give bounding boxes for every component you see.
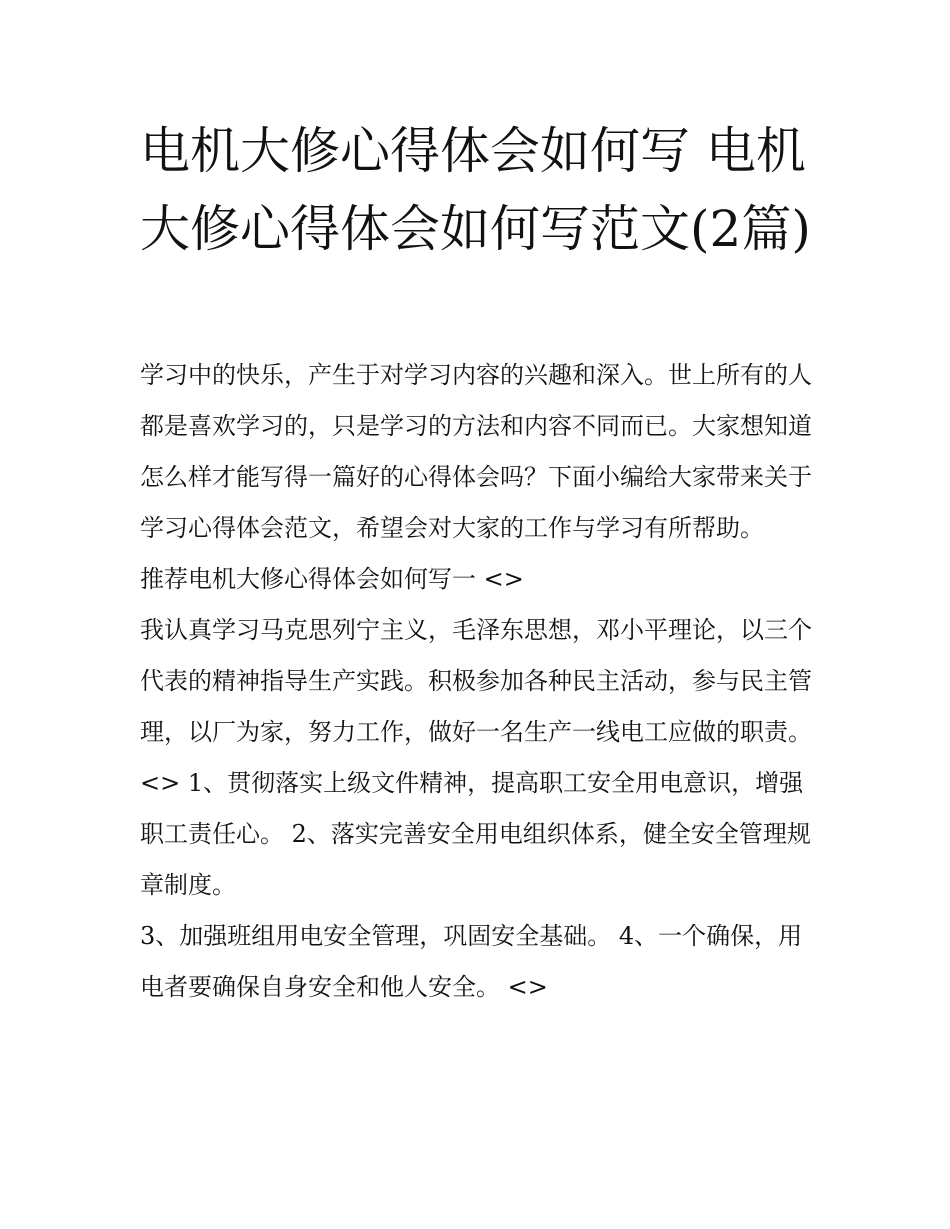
recommend-heading: 推荐电机大修心得体会如何写一 <> bbox=[140, 565, 524, 593]
study-paragraph: 我认真学习马克思列宁主义，毛泽东思想，邓小平理论，以三个代表的精神指导生产实践。积极参加各种民主活动，参与民主管理，以厂为家，努力工作，做好一名生产一线电工应做的职责。 bbox=[140, 616, 812, 746]
document-body bbox=[140, 350, 820, 1013]
intro-paragraph: 学习中的快乐，产生于对学习内容的兴趣和深入。世上所有的人都是喜欢学习的，只是学习的方法和内容不同而已。大家想知道怎么样才能写得一篇好的心得体会吗？下面小编给大家带来关于学习心得体会范文，希望会对大家的工作与学习有所帮助。 bbox=[140, 361, 812, 542]
measures-paragraph-1: <> 1、贯彻落实上级文件精神，提高职工安全用电意识，增强职工责任心。 2、落实完善安全用电组织体系，健全安全管理规章制度。 bbox=[140, 769, 811, 899]
measures-paragraph-2: 3、加强班组用电安全管理，巩固安全基础。 4、一个确保，用电者要确保自身安全和他人安全。 <> bbox=[140, 922, 803, 1001]
document-title: 电机大修心得体会如何写 电机大修心得体会如何写范文(2篇) bbox=[140, 122, 811, 258]
